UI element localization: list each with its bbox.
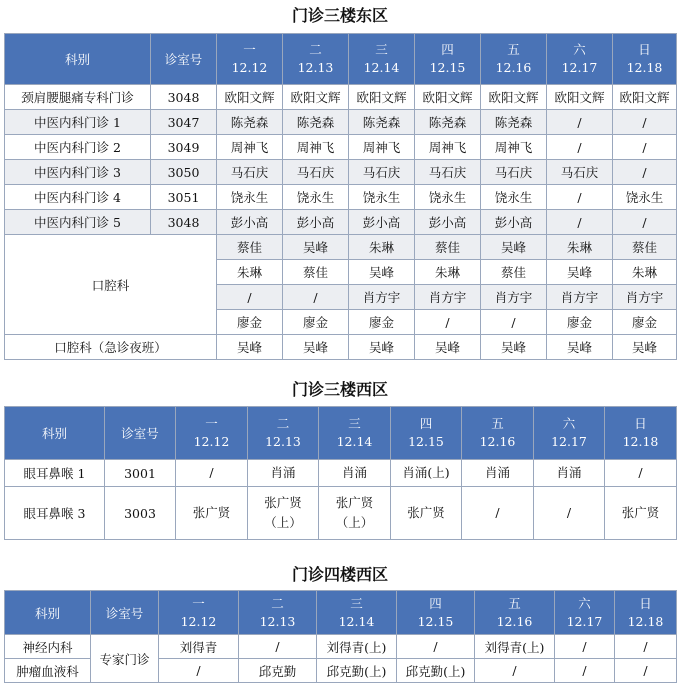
schedule-cell bbox=[534, 460, 605, 487]
day-label: 二 bbox=[309, 42, 322, 57]
schedule-cell: 彭小高 bbox=[481, 210, 547, 235]
room-cell: 3050 bbox=[151, 160, 217, 185]
schedule-cell: 邱克勤(上) bbox=[317, 659, 397, 683]
dept-cell: 神经内科 bbox=[5, 635, 91, 659]
schedule-cell: / bbox=[217, 285, 283, 310]
schedule-cell: 蔡佳 bbox=[415, 235, 481, 260]
schedule-cell: 廖金 bbox=[547, 310, 613, 335]
header-row bbox=[5, 407, 677, 460]
date-label: 12.15 bbox=[417, 613, 454, 629]
header-day-thu bbox=[397, 591, 475, 635]
schedule-cell bbox=[534, 487, 605, 540]
cell-line: 张广贤 bbox=[335, 495, 374, 510]
schedule-table-west-3f bbox=[4, 406, 677, 540]
table-row bbox=[5, 185, 677, 210]
schedule-cell bbox=[391, 487, 462, 540]
schedule-cell: 彭小高 bbox=[415, 210, 481, 235]
schedule-table-east-3f bbox=[4, 33, 677, 360]
schedule-cell: 彭小高 bbox=[283, 210, 349, 235]
schedule-cell: 饶永生 bbox=[217, 185, 283, 210]
schedule-cell: / bbox=[283, 285, 349, 310]
schedule-cell: 饶永生 bbox=[415, 185, 481, 210]
date-label: 12.13 bbox=[265, 434, 301, 449]
section-title-east-3f: 门诊三楼东区 bbox=[291, 6, 388, 25]
schedule-cell bbox=[605, 487, 677, 540]
day-label: 三 bbox=[350, 595, 363, 611]
day-label: 三 bbox=[375, 42, 388, 57]
schedule-cell bbox=[176, 460, 248, 487]
header-dept: 科别 bbox=[5, 34, 151, 85]
schedule-cell: / bbox=[613, 210, 677, 235]
schedule-cell: 彭小高 bbox=[217, 210, 283, 235]
table-row bbox=[5, 335, 677, 360]
schedule-cell: 陈尧森 bbox=[415, 110, 481, 135]
cell-line: 张广贤 bbox=[192, 505, 231, 520]
date-label: 12.17 bbox=[566, 613, 603, 629]
room-cell: 3003 bbox=[105, 487, 176, 540]
schedule-cell: 廖金 bbox=[283, 310, 349, 335]
schedule-cell: / bbox=[555, 659, 615, 683]
schedule-cell: 刘得青(上) bbox=[317, 635, 397, 659]
cell-line: / bbox=[638, 465, 643, 480]
cell-line: / bbox=[566, 505, 572, 520]
day-label: 六 bbox=[562, 416, 576, 431]
schedule-cell: 廖金 bbox=[613, 310, 677, 335]
header-row bbox=[5, 591, 677, 635]
schedule-cell: 周神飞 bbox=[349, 135, 415, 160]
date-label: 12.17 bbox=[551, 434, 587, 449]
schedule-cell bbox=[462, 487, 534, 540]
schedule-cell: / bbox=[615, 635, 677, 659]
cell-line: 张广贤 bbox=[407, 505, 445, 520]
schedule-cell: 欧阳文辉 bbox=[613, 85, 677, 110]
dept-cell: 眼耳鼻喉 1 bbox=[5, 460, 105, 487]
schedule-cell: 欧阳文辉 bbox=[481, 85, 547, 110]
header-row bbox=[5, 34, 677, 85]
date-label: 12.14 bbox=[363, 60, 400, 75]
cell-line: 肖涌 bbox=[484, 465, 510, 480]
header-day-tue bbox=[248, 407, 319, 460]
date-label: 12.12 bbox=[180, 613, 217, 629]
schedule-cell: / bbox=[481, 310, 547, 335]
schedule-cell: 肖方宇 bbox=[415, 285, 481, 310]
schedule-cell: / bbox=[547, 110, 613, 135]
day-label: 一 bbox=[205, 416, 218, 431]
dept-cell: 中医内科门诊 5 bbox=[5, 210, 151, 235]
dept-cell-oral-night: 口腔科（急诊夜班） bbox=[5, 335, 217, 360]
header-day-wed bbox=[317, 591, 397, 635]
schedule-cell bbox=[248, 487, 319, 540]
schedule-cell: 欧阳文辉 bbox=[349, 85, 415, 110]
schedule-cell: 周神飞 bbox=[481, 135, 547, 160]
day-label: 五 bbox=[507, 42, 520, 57]
date-label: 12.14 bbox=[336, 434, 373, 449]
header-room: 诊室号 bbox=[91, 591, 159, 635]
schedule-cell: / bbox=[547, 185, 613, 210]
header-day-sat bbox=[555, 591, 615, 635]
date-label: 12.16 bbox=[495, 60, 532, 75]
dept-cell: 中医内科门诊 3 bbox=[5, 160, 151, 185]
date-label: 12.13 bbox=[259, 613, 296, 629]
schedule-cell: / bbox=[615, 659, 677, 683]
room-cell: 3049 bbox=[151, 135, 217, 160]
header-day-fri bbox=[475, 591, 555, 635]
room-cell: 3001 bbox=[105, 460, 176, 487]
schedule-cell: 蔡佳 bbox=[613, 235, 677, 260]
schedule-cell: 吴峰 bbox=[349, 335, 415, 360]
day-label: 四 bbox=[429, 595, 442, 611]
schedule-cell bbox=[462, 460, 534, 487]
schedule-cell bbox=[176, 487, 248, 540]
schedule-cell bbox=[391, 460, 462, 487]
schedule-cell: / bbox=[159, 659, 239, 683]
cell-line: 肖涌(上) bbox=[402, 465, 450, 480]
day-label: 四 bbox=[419, 416, 433, 431]
header-day-fri bbox=[462, 407, 534, 460]
header-day-mon bbox=[176, 407, 248, 460]
day-label: 一 bbox=[243, 42, 256, 57]
schedule-cell: 吴峰 bbox=[415, 335, 481, 360]
dept-cell: 眼耳鼻喉 3 bbox=[5, 487, 105, 540]
section-title-west-3f: 门诊三楼西区 bbox=[291, 380, 388, 399]
cell-line: / bbox=[495, 505, 500, 520]
schedule-cell: 朱琳 bbox=[547, 235, 613, 260]
schedule-cell: / bbox=[613, 110, 677, 135]
table-row bbox=[5, 235, 677, 260]
cell-line: （上） bbox=[335, 515, 374, 530]
schedule-cell: 肖方宇 bbox=[349, 285, 415, 310]
day-label: 二 bbox=[271, 595, 284, 611]
schedule-table-west-4f bbox=[4, 590, 677, 683]
schedule-cell: 周神飞 bbox=[217, 135, 283, 160]
schedule-cell: 朱琳 bbox=[613, 260, 677, 285]
cell-line: 肖涌 bbox=[270, 465, 296, 480]
schedule-cell: 马石庆 bbox=[415, 160, 481, 185]
schedule-cell: 马石庆 bbox=[217, 160, 283, 185]
schedule-cell: 马石庆 bbox=[547, 160, 613, 185]
schedule-cell: 刘得青(上) bbox=[475, 635, 555, 659]
date-label: 12.16 bbox=[479, 434, 516, 449]
schedule-cell: 欧阳文辉 bbox=[283, 85, 349, 110]
header-day-sun bbox=[615, 591, 677, 635]
date-label: 12.15 bbox=[429, 60, 466, 75]
schedule-cell: 吴峰 bbox=[349, 260, 415, 285]
schedule-cell: 吴峰 bbox=[481, 335, 547, 360]
schedule-cell: 蔡佳 bbox=[481, 260, 547, 285]
date-label: 12.12 bbox=[231, 60, 268, 75]
schedule-cell: 饶永生 bbox=[613, 185, 677, 210]
schedule-cell: 蔡佳 bbox=[217, 235, 283, 260]
day-label: 六 bbox=[573, 42, 586, 57]
schedule-cell bbox=[605, 460, 677, 487]
header-day-sat bbox=[547, 34, 613, 85]
schedule-cell: 陈尧森 bbox=[349, 110, 415, 135]
day-label: 日 bbox=[639, 595, 652, 611]
schedule-cell: 吴峰 bbox=[283, 235, 349, 260]
schedule-cell: / bbox=[613, 160, 677, 185]
table-row bbox=[5, 210, 677, 235]
cell-line: 张广贤 bbox=[264, 495, 302, 510]
schedule-cell: / bbox=[475, 659, 555, 683]
table-row bbox=[5, 460, 677, 487]
schedule-cell: 饶永生 bbox=[349, 185, 415, 210]
schedule-cell: 周神飞 bbox=[415, 135, 481, 160]
schedule-cell: / bbox=[555, 635, 615, 659]
schedule-cell: 吴峰 bbox=[283, 335, 349, 360]
schedule-cell: / bbox=[415, 310, 481, 335]
schedule-cell: / bbox=[547, 135, 613, 160]
dept-cell: 中医内科门诊 1 bbox=[5, 110, 151, 135]
schedule-cell: 陈尧森 bbox=[481, 110, 547, 135]
schedule-cell: 刘得青 bbox=[159, 635, 239, 659]
schedule-cell: 廖金 bbox=[217, 310, 283, 335]
schedule-cell: 吴峰 bbox=[217, 335, 283, 360]
schedule-cell: 马石庆 bbox=[349, 160, 415, 185]
date-label: 12.18 bbox=[622, 434, 659, 449]
date-label: 12.17 bbox=[561, 60, 598, 75]
date-label: 12.12 bbox=[193, 434, 230, 449]
header-day-sat bbox=[534, 407, 605, 460]
date-label: 12.18 bbox=[626, 60, 663, 75]
schedule-cell bbox=[319, 460, 391, 487]
table-row bbox=[5, 160, 677, 185]
table-row bbox=[5, 135, 677, 160]
cell-line: 张广贤 bbox=[621, 505, 660, 520]
schedule-cell: 蔡佳 bbox=[283, 260, 349, 285]
schedule-cell: 饶永生 bbox=[283, 185, 349, 210]
date-label: 12.13 bbox=[297, 60, 334, 75]
header-day-mon bbox=[159, 591, 239, 635]
schedule-cell: / bbox=[547, 210, 613, 235]
schedule-cell: 肖方宇 bbox=[481, 285, 547, 310]
cell-line: 肖涌 bbox=[341, 465, 367, 480]
day-label: 日 bbox=[634, 416, 647, 431]
dept-cell: 肿瘤血液科 bbox=[5, 659, 91, 683]
room-cell: 3047 bbox=[151, 110, 217, 135]
schedule-cell: 肖方宇 bbox=[613, 285, 677, 310]
schedule-cell: 朱琳 bbox=[415, 260, 481, 285]
date-label: 12.18 bbox=[627, 613, 664, 629]
schedule-cell: / bbox=[613, 135, 677, 160]
schedule-cell: 邱克勤(上) bbox=[397, 659, 475, 683]
header-day-wed bbox=[319, 407, 391, 460]
header-dept: 科别 bbox=[5, 407, 105, 460]
date-label: 12.15 bbox=[408, 434, 444, 449]
header-room: 诊室号 bbox=[105, 407, 176, 460]
schedule-cell: 马石庆 bbox=[481, 160, 547, 185]
room-cell: 3048 bbox=[151, 210, 217, 235]
cell-line: （上） bbox=[264, 515, 302, 530]
dept-cell: 中医内科门诊 2 bbox=[5, 135, 151, 160]
room-cell: 3048 bbox=[151, 85, 217, 110]
schedule-cell: 朱琳 bbox=[217, 260, 283, 285]
schedule-cell: 吴峰 bbox=[547, 335, 613, 360]
schedule-cell: 欧阳文辉 bbox=[415, 85, 481, 110]
schedule-cell: 邱克勤 bbox=[239, 659, 317, 683]
schedule-cell: 朱琳 bbox=[349, 235, 415, 260]
schedule-cell: 吴峰 bbox=[547, 260, 613, 285]
day-label: 一 bbox=[192, 595, 205, 611]
table-row bbox=[5, 110, 677, 135]
day-label: 五 bbox=[491, 416, 504, 431]
schedule-cell: 肖方宇 bbox=[547, 285, 613, 310]
header-day-sun bbox=[605, 407, 677, 460]
schedule-cell: 饶永生 bbox=[481, 185, 547, 210]
schedule-cell: / bbox=[239, 635, 317, 659]
header-day-thu bbox=[415, 34, 481, 85]
header-room: 诊室号 bbox=[151, 34, 217, 85]
schedule-cell: 廖金 bbox=[349, 310, 415, 335]
section-title-west-4f: 门诊四楼西区 bbox=[291, 565, 388, 584]
schedule-cell: 陈尧森 bbox=[283, 110, 349, 135]
schedule-cell: 马石庆 bbox=[283, 160, 349, 185]
room-cell-expert-clinic: 专家门诊 bbox=[91, 635, 159, 683]
schedule-cell: 陈尧森 bbox=[217, 110, 283, 135]
schedule-cell: 周神飞 bbox=[283, 135, 349, 160]
header-day-wed bbox=[349, 34, 415, 85]
table-row bbox=[5, 487, 677, 540]
dept-cell: 中医内科门诊 4 bbox=[5, 185, 151, 210]
day-label: 五 bbox=[508, 595, 521, 611]
day-label: 四 bbox=[441, 42, 454, 57]
header-day-sun bbox=[613, 34, 677, 85]
cell-line: 肖涌 bbox=[556, 465, 582, 480]
date-label: 12.16 bbox=[496, 613, 533, 629]
table-row bbox=[5, 85, 677, 110]
dept-cell-oral: 口腔科 bbox=[5, 235, 217, 335]
dept-cell: 颈肩腰腿痛专科门诊 bbox=[5, 85, 151, 110]
table-row bbox=[5, 635, 677, 659]
schedule-cell bbox=[319, 487, 391, 540]
header-day-mon bbox=[217, 34, 283, 85]
header-day-tue bbox=[283, 34, 349, 85]
header-day-fri bbox=[481, 34, 547, 85]
date-label: 12.14 bbox=[338, 613, 375, 629]
header-day-thu bbox=[391, 407, 462, 460]
schedule-cell bbox=[248, 460, 319, 487]
schedule-cell: / bbox=[397, 635, 475, 659]
day-label: 三 bbox=[348, 416, 361, 431]
schedule-cell: 吴峰 bbox=[481, 235, 547, 260]
schedule-cell: 欧阳文辉 bbox=[547, 85, 613, 110]
room-cell: 3051 bbox=[151, 185, 217, 210]
header-dept: 科别 bbox=[5, 591, 91, 635]
schedule-cell: 彭小高 bbox=[349, 210, 415, 235]
schedule-cell: 吴峰 bbox=[613, 335, 677, 360]
day-label: 二 bbox=[276, 416, 290, 431]
cell-line: / bbox=[209, 465, 214, 480]
day-label: 日 bbox=[638, 42, 651, 57]
day-label: 六 bbox=[578, 595, 591, 611]
schedule-cell: 欧阳文辉 bbox=[217, 85, 283, 110]
header-day-tue bbox=[239, 591, 317, 635]
